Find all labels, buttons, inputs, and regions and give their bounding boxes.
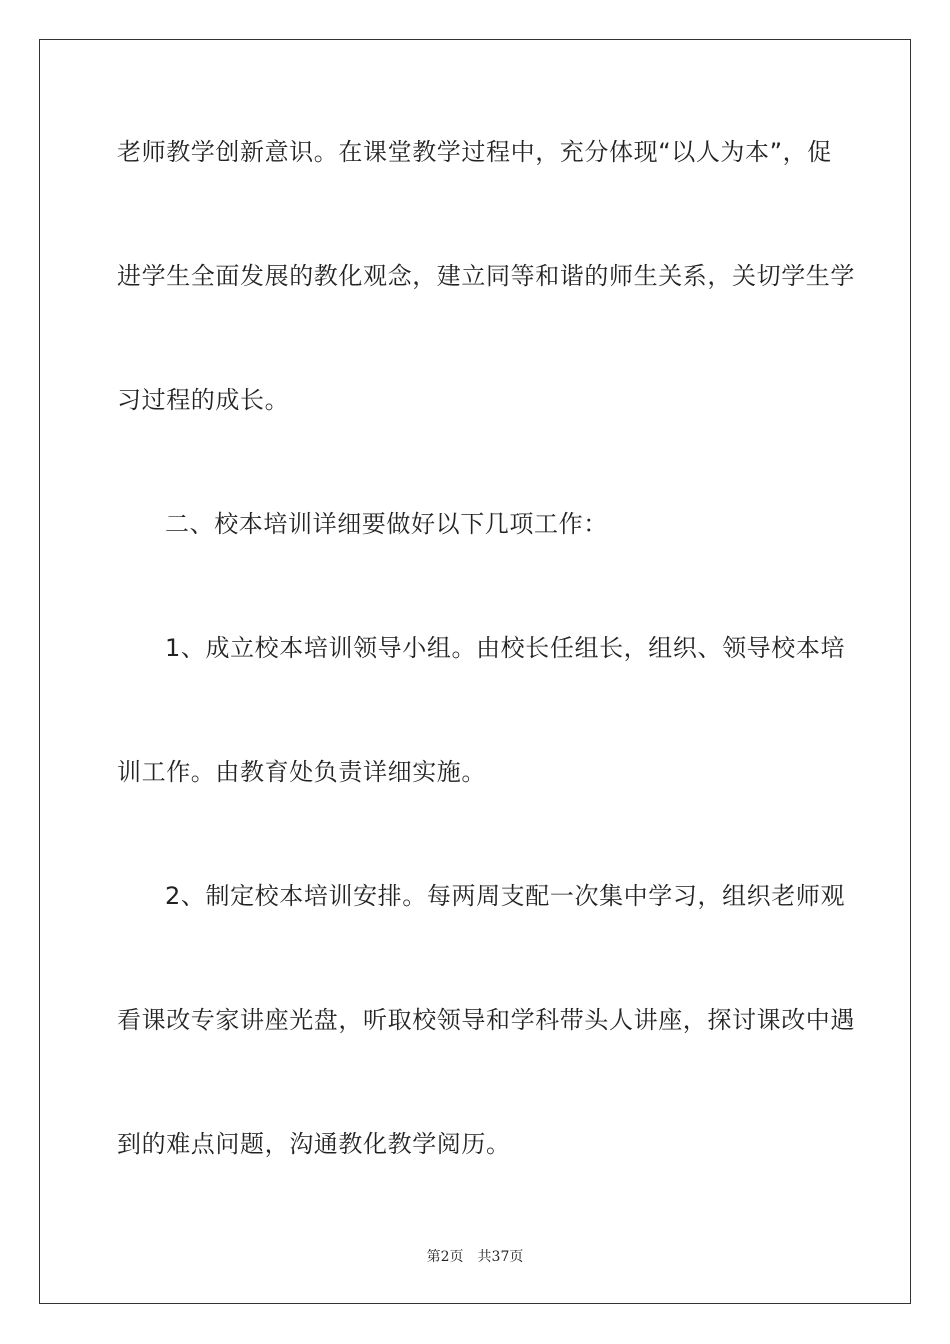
- text-line-3: 习过程的成长。: [117, 386, 290, 414]
- page-footer: [0, 1248, 950, 1266]
- page-number: 第2页: [426, 1249, 464, 1265]
- text-line-8: 看课改专家讲座光盘，听取校领导和学科带头人讲座，探讨课改中遇: [117, 1006, 855, 1034]
- page-border: [39, 39, 911, 1304]
- text-line-2: 进学生全面发展的教化观念，建立同等和谐的师生关系，关切学生学: [117, 262, 855, 290]
- total-pages: 共37页: [477, 1249, 524, 1265]
- text-line-1: 老师教学创新意识。在课堂教学过程中，充分体现“以人为本”，促: [117, 138, 832, 166]
- text-line-6: 训工作。由教育处负责详细实施。: [117, 758, 486, 786]
- text-line-9: 到的难点问题，沟通教化教学阅历。: [117, 1130, 511, 1158]
- section-heading: 二、校本培训详细要做好以下几项工作：: [165, 510, 608, 538]
- text-line-5: 1、成立校本培训领导小组。由校长任组长，组织、领导校本培: [165, 634, 846, 662]
- text-line-7: 2、制定校本培训安排。每两周支配一次集中学习，组织老师观: [165, 882, 846, 910]
